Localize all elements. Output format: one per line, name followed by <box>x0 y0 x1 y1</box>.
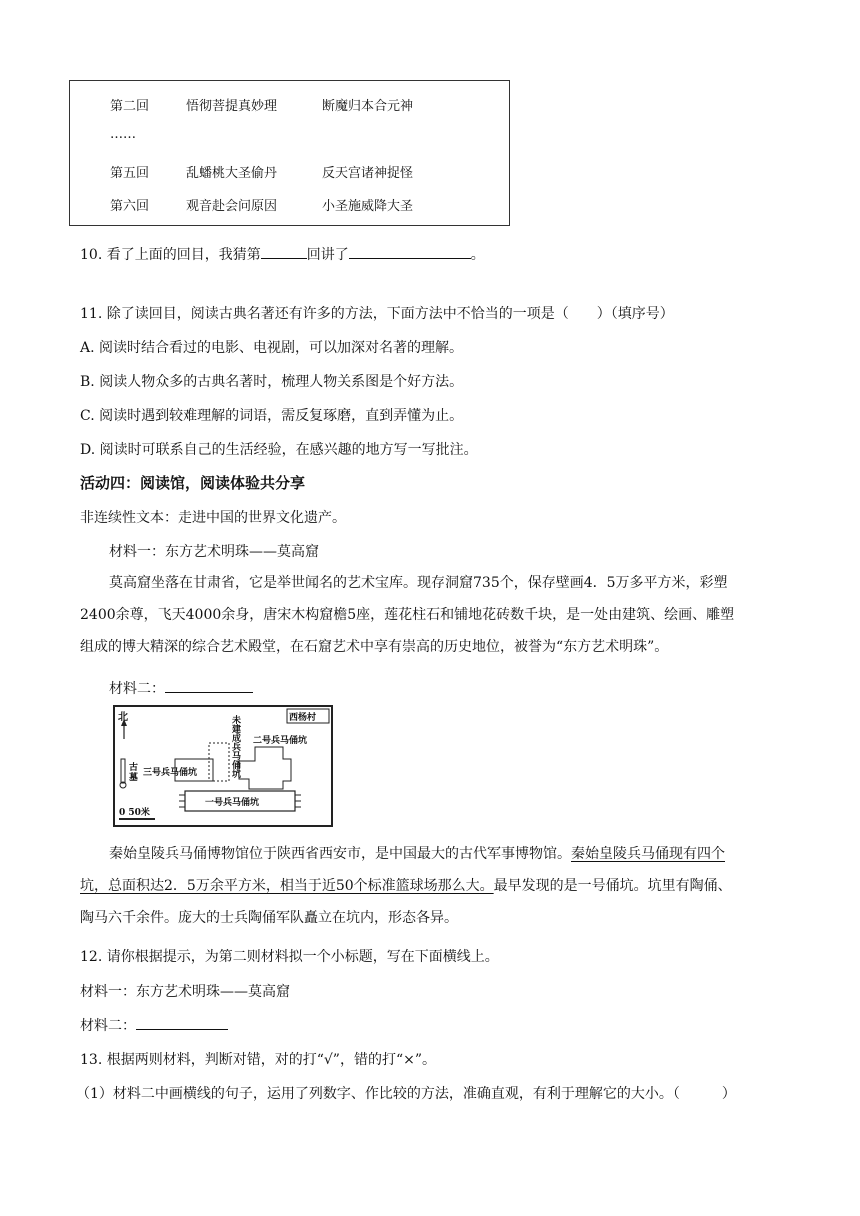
unbuilt-pit-label: 未建成兵马俑坑 <box>232 716 242 780</box>
chapter-row: 第五回 乱蟠桃大圣偷丹 反天宫诸神捉怪 <box>110 166 414 181</box>
ancient-tomb-label: 古墓 <box>129 763 139 783</box>
option-a: A. 阅读时结合看过的电影、电视剧，可以加深对名著的理解。 <box>80 340 464 356</box>
material-2-title: 材料二： <box>109 678 253 698</box>
question-13-stem: 13. 根据两则材料，判断对错，对的打“√”，错的打“×”。 <box>80 1052 436 1068</box>
option-d: D. 阅读时可联系自己的生活经验，在感兴趣的地方写一写批注。 <box>80 442 478 458</box>
chapter-row: 第二回 悟彻菩提真妙理 断魔归本合元神 <box>110 99 414 114</box>
material-2-body: 秦始皇陵兵马俑博物馆位于陕西省西安市，是中国最大的古代军事博物馆。秦始皇陵兵马俑现有四个 坑，总面积达2．5万余平方米，相当于近50个标准篮球场那么大。最早发现的是一号俑坑。坑里有陶俑、 陶马六千余件。庞大的士兵陶俑军队矗立在坑内，形态各异。 <box>80 846 732 926</box>
material-1-title: 材料一：东方艺术明珠——莫高窟 <box>109 544 319 560</box>
chapter-row: 第六回 观音赴会问原因 小圣施威降大圣 <box>110 199 414 214</box>
answer-blank[interactable] <box>349 245 471 259</box>
answer-blank[interactable] <box>261 245 307 259</box>
section-intro: 非连续性文本：走进中国的世界文化遗产。 <box>80 510 346 526</box>
q12-material-1: 材料一：东方艺术明珠——莫高窟 <box>80 984 290 1000</box>
question-12-stem: 12. 请你根据提示，为第二则材料拟一个小标题，写在下面横线上。 <box>80 949 499 965</box>
chapter-list-box <box>69 80 510 226</box>
pit-2-label: 二号兵马俑坑 <box>253 736 308 746</box>
option-b: B. 阅读人物众多的古典名著时，梳理人物关系图是个好方法。 <box>80 374 464 390</box>
pit-1-label: 一号兵马俑坑 <box>205 798 260 808</box>
question-11-stem: 11. 除了读回目，阅读古典名著还有许多的方法，下面方法中不恰当的一项是（ ）（填序号） <box>80 306 674 322</box>
scale-label: 0 50米 <box>119 808 150 818</box>
section-heading: 活动四：阅读馆，阅读体验共分享 <box>80 474 306 492</box>
answer-blank[interactable] <box>165 679 253 693</box>
option-c: C. 阅读时遇到较难理解的词语，需反复琢磨，直到弄懂为止。 <box>80 408 464 424</box>
pit-3-label: 三号兵马俑坑 <box>143 768 198 778</box>
village-label: 西杨村 <box>289 713 317 723</box>
question-13-item-1: （1）材料二中画横线的句子，运用了列数字、作比较的方法，准确直观，有利于理解它的大小。（ ） <box>76 1086 736 1102</box>
chapter-ellipsis: …… <box>110 127 136 142</box>
question-10: 10. 看了上面的回目，我猜第 回讲了 。 <box>80 247 485 263</box>
material-1-body: 莫高窟坐落在甘肃省，它是举世闻名的艺术宝库。现存洞窟735个，保存壁画4．5万多平方米，彩塑 2400余尊，飞天4000余身，唐宋木构窟檐5座，莲花柱石和铺地花砖数千块，是一处由建筑、绘画、雕塑 组成的博大精深的综合艺术殿堂，在石窟艺术中享有崇高的历史地位，被誉为“东方艺术明珠”。 <box>80 575 735 655</box>
q12-material-2: 材料二： <box>80 1015 228 1035</box>
north-label: 北 <box>118 712 128 723</box>
terracotta-pit-map <box>113 705 333 827</box>
answer-blank[interactable] <box>136 1016 228 1030</box>
